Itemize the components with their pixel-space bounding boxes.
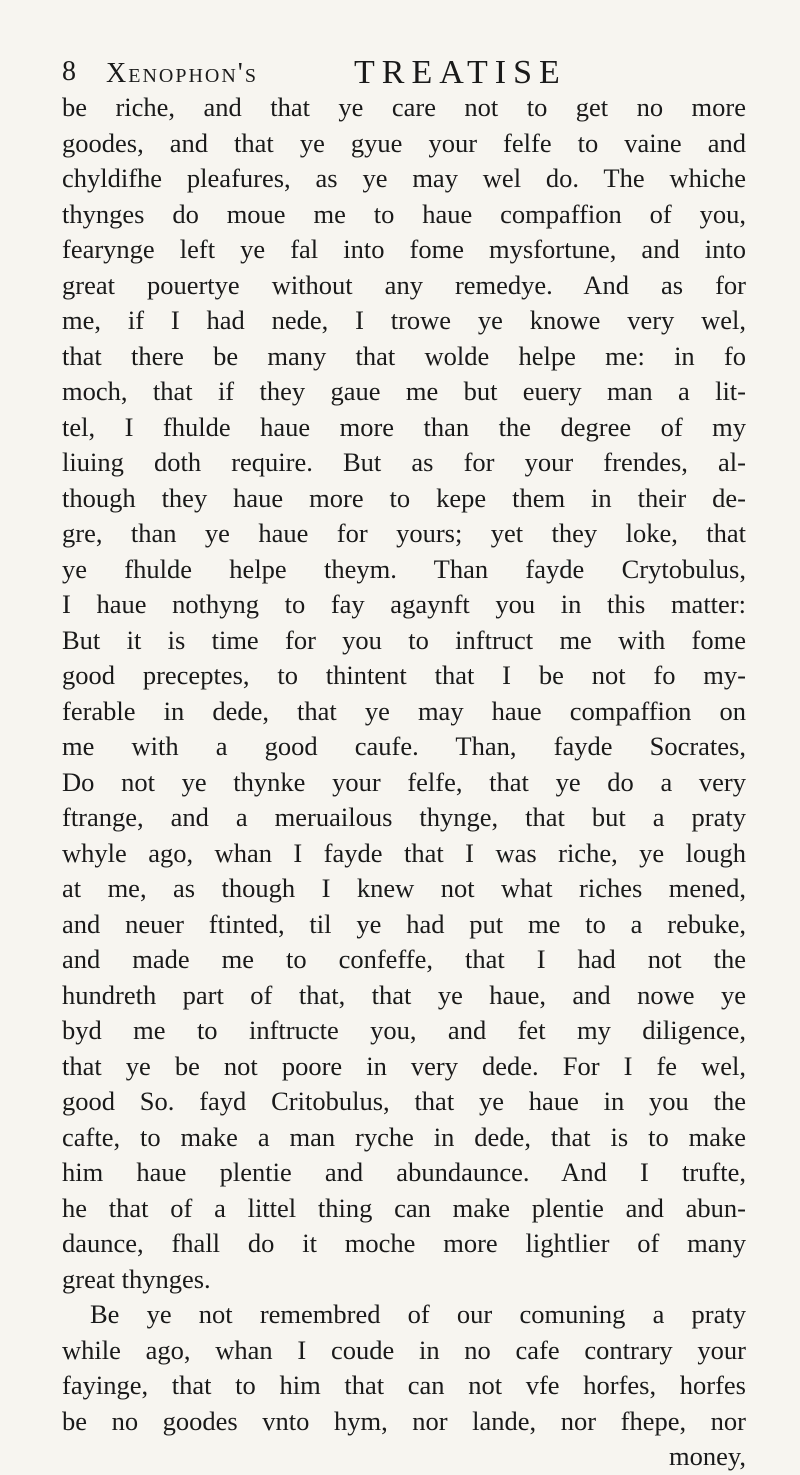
text-line: byd me to inftructe you, and fet my diligence, bbox=[62, 1015, 746, 1045]
text-line: him haue plentie and abundaunce. And I trufte, bbox=[62, 1157, 746, 1187]
text-line: though they haue more to kepe them in their de- bbox=[62, 482, 746, 513]
text-line: good So. fayd Critobulus, that ye haue in you the bbox=[62, 1086, 746, 1116]
text-line: ftrange, and a meruailous thynge, that but a praty bbox=[62, 802, 746, 832]
text-line: great thynges. bbox=[62, 1263, 211, 1294]
text-line: me with a good caufe. Than, fayde Socrates, bbox=[62, 731, 746, 761]
text-line: and neuer ftinted, til ye had put me to a rebuke, bbox=[62, 908, 746, 939]
text-line: ye fhulde helpe theym. Than fayde Crytobulus, bbox=[62, 553, 746, 584]
text-line: Do not ye thynke your felfe, that ye do a very bbox=[62, 766, 746, 797]
text-line: be riche, and that ye care not to get no more bbox=[62, 92, 746, 122]
text-line: fayinge, that to him that can not vfe horfes, horfes bbox=[62, 1370, 746, 1400]
running-head-author: Xenophon's bbox=[106, 58, 258, 89]
text-line: ferable in dede, that ye may haue compaffion on bbox=[62, 695, 746, 726]
text-line: cafte, to make a man ryche in dede, that is to make bbox=[62, 1121, 746, 1152]
text-line: But it is time for you to inftruct me with fome bbox=[62, 624, 746, 655]
text-line: me, if I had nede, I trowe ye knowe very wel, bbox=[62, 305, 746, 335]
text-line: thynges do moue me to haue compaffion of you, bbox=[62, 198, 746, 229]
text-line: that ye be not poore in very dede. For I fe wel, bbox=[62, 1050, 746, 1081]
body-text bbox=[62, 90, 746, 1475]
text-line: fearynge left ye fal into fome mysfortune, and into bbox=[62, 234, 746, 264]
text-line: Be ye not remembred of our comuning a praty bbox=[90, 1299, 746, 1329]
text-line: be no goodes vnto hym, nor lande, nor fhepe, nor bbox=[62, 1405, 746, 1436]
text-line: and made me to confeffe, that I had not the bbox=[62, 944, 746, 974]
text-line: chyldifhe pleafures, as ye may wel do. The whiche bbox=[62, 163, 746, 193]
running-head-title: TREATISE bbox=[354, 54, 567, 91]
text-line: I haue nothyng to fay agaynft you in this matter: bbox=[62, 589, 746, 619]
text-line: he that of a littel thing can make plentie and abun- bbox=[62, 1192, 746, 1223]
text-line: whyle ago, whan I fayde that I was riche, ye lough bbox=[62, 837, 746, 868]
text-line: gre, than ye haue for yours; yet they loke, that bbox=[62, 518, 746, 548]
text-line: money, bbox=[668, 1441, 746, 1471]
text-line: goodes, and that ye gyue your felfe to vaine and bbox=[62, 127, 746, 158]
text-line: while ago, whan I coude in no cafe contrary your bbox=[62, 1334, 746, 1365]
text-line: great pouertye without any remedye. And as for bbox=[62, 269, 746, 300]
text-line: liuing doth require. But as for your frendes, al- bbox=[62, 447, 746, 477]
text-line: that there be many that wolde helpe me: in fo bbox=[62, 340, 746, 371]
text-line: hundreth part of that, that ye haue, and nowe ye bbox=[62, 979, 746, 1010]
text-line: daunce, fhall do it moche more lightlier of many bbox=[62, 1228, 746, 1258]
text-line: good preceptes, to thintent that I be not fo my- bbox=[62, 660, 746, 690]
text-line: at me, as though I knew not what riches mened, bbox=[62, 873, 746, 903]
text-line: moch, that if they gaue me but euery man a lit- bbox=[62, 376, 746, 406]
text-line: tel, I fhulde haue more than the degree of my bbox=[62, 411, 746, 442]
page-number: 8 bbox=[62, 56, 76, 87]
running-head bbox=[62, 48, 742, 91]
